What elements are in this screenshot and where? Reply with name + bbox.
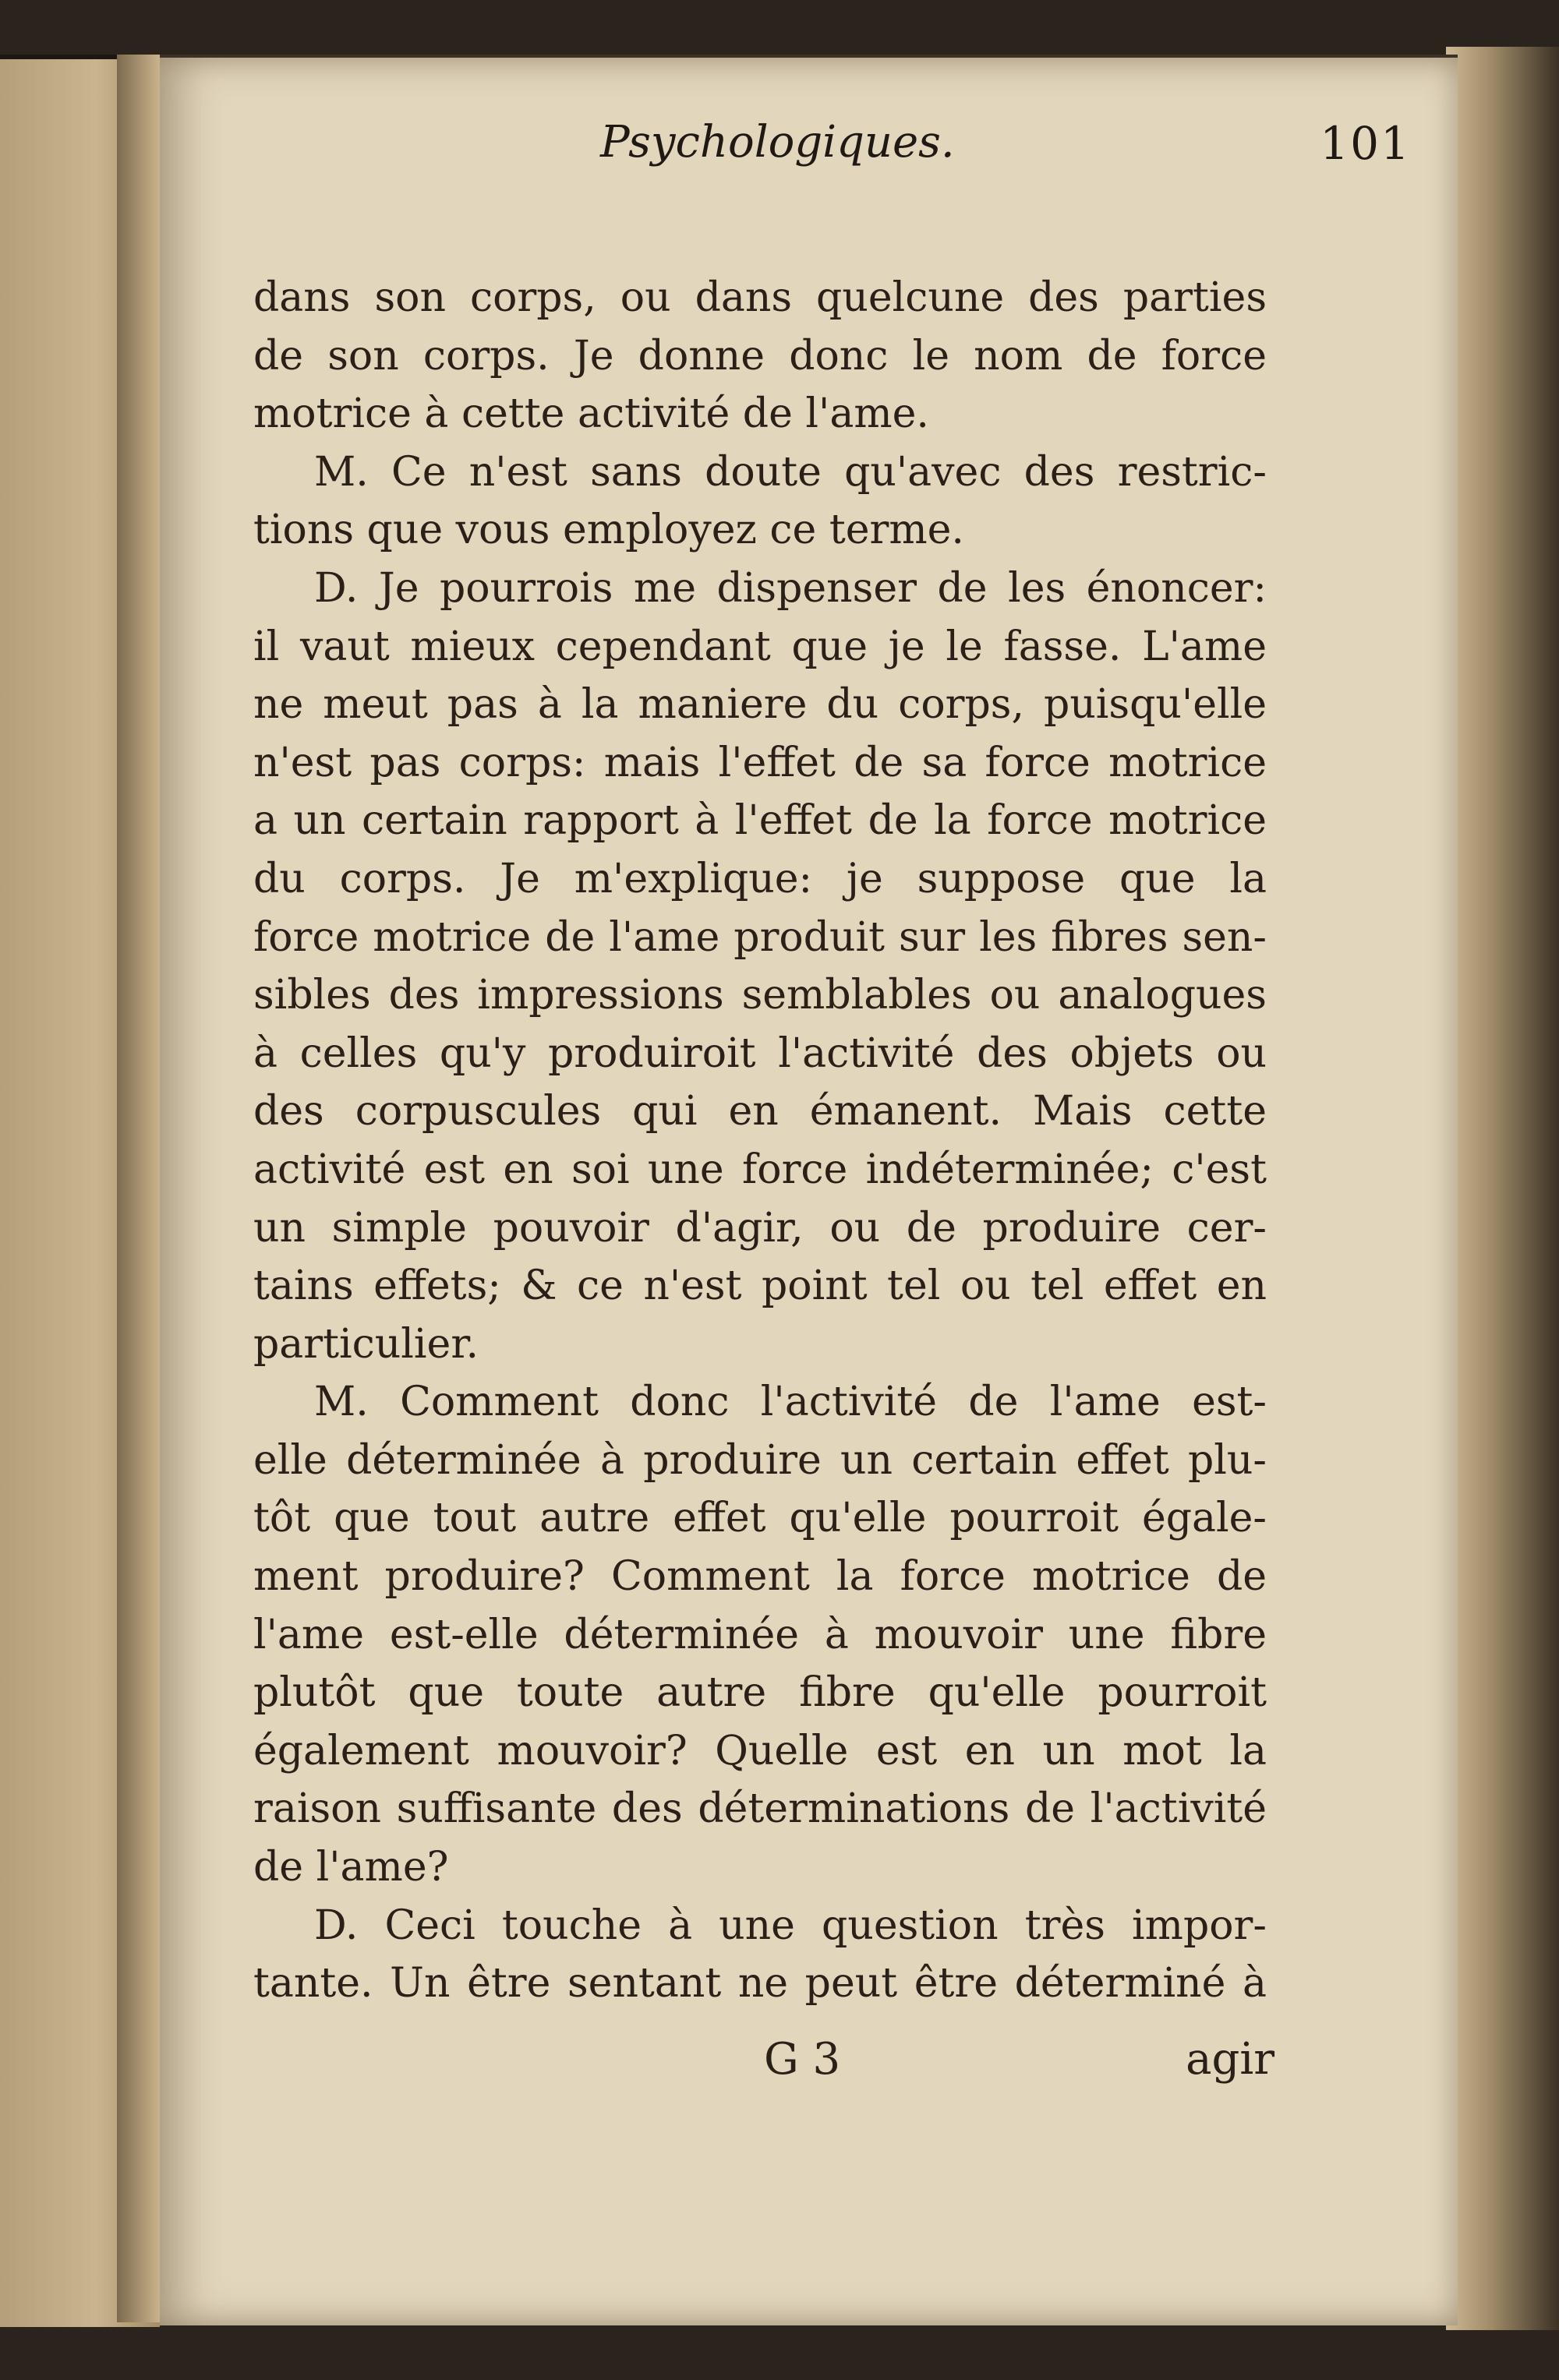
text-line: elle déterminée à produire un certain effet plu- bbox=[253, 1436, 1267, 1484]
text-line: l'ame est-elle déterminée à mouvoir une fibre bbox=[253, 1611, 1267, 1658]
text-line: il vaut mieux cependant que je le fasse. L'ame bbox=[253, 623, 1267, 670]
text-line: à celles qu'y produiroit l'activité des objets ou bbox=[253, 1029, 1267, 1077]
page-edge-right bbox=[1446, 47, 1559, 2330]
text-line: également mouvoir? Quelle est en un mot la bbox=[253, 1727, 1267, 1774]
text-line: tante. Un être sentant ne peut être déterminé à bbox=[253, 1960, 1267, 2007]
text-line: de l'ame? bbox=[253, 1844, 449, 1891]
text-line: dans son corps, ou dans quelcune des parties bbox=[253, 274, 1267, 321]
page-footer bbox=[253, 2034, 1274, 2096]
text-line: a un certain rapport à l'effet de la force motrice bbox=[253, 797, 1267, 845]
text-line: ne meut pas à la maniere du corps, puisqu'elle bbox=[253, 681, 1267, 729]
text-line: sibles des impressions semblables ou analogues bbox=[253, 972, 1267, 1019]
page-number: 101 bbox=[1320, 117, 1411, 170]
text-line: des corpuscules qui en émanent. Mais cette bbox=[253, 1088, 1267, 1135]
text-line: raison suffisante des déterminations de l'activité bbox=[253, 1785, 1267, 1833]
text-line: tôt que tout autre effet qu'elle pourroit égale- bbox=[253, 1495, 1267, 1542]
signature-mark: G 3 bbox=[764, 2034, 841, 2085]
running-head: Psychologiques. bbox=[600, 117, 955, 168]
text-line: particulier. bbox=[253, 1320, 479, 1368]
text-line: ment produire? Comment la force motrice de bbox=[253, 1553, 1267, 1601]
text-line: motrice à cette activité de l'ame. bbox=[253, 390, 929, 438]
text-line: tions que vous employez ce terme. bbox=[253, 507, 964, 554]
text-line: D. Ceci touche à une question très impor- bbox=[314, 1902, 1267, 1949]
text-line: tains effets; & ce n'est point tel ou tel effet en bbox=[253, 1262, 1267, 1310]
text-line: M. Comment donc l'activité de l'ame est- bbox=[314, 1379, 1267, 1426]
text-line: de son corps. Je donne donc le nom de force bbox=[253, 332, 1267, 380]
text-line: un simple pouvoir d'agir, ou de produire cer- bbox=[253, 1204, 1267, 1252]
text-line: du corps. Je m'explique: je suppose que la bbox=[253, 855, 1267, 902]
catchword: agir bbox=[1186, 2034, 1274, 2085]
text-line: plutôt que toute autre fibre qu'elle pourroit bbox=[253, 1669, 1267, 1717]
body-text bbox=[253, 269, 1267, 2013]
page-header bbox=[437, 117, 1434, 179]
text-line: force motrice de l'ame produit sur les fibres sen- bbox=[253, 913, 1267, 961]
text-line: M. Ce n'est sans doute qu'avec des restric- bbox=[314, 448, 1267, 496]
text-line: D. Je pourrois me dispenser de les énoncer: bbox=[314, 564, 1267, 612]
text-line: n'est pas corps: mais l'effet de sa force motrice bbox=[253, 739, 1267, 786]
text-line: activité est en soi une force indéterminée; c'est bbox=[253, 1146, 1267, 1193]
